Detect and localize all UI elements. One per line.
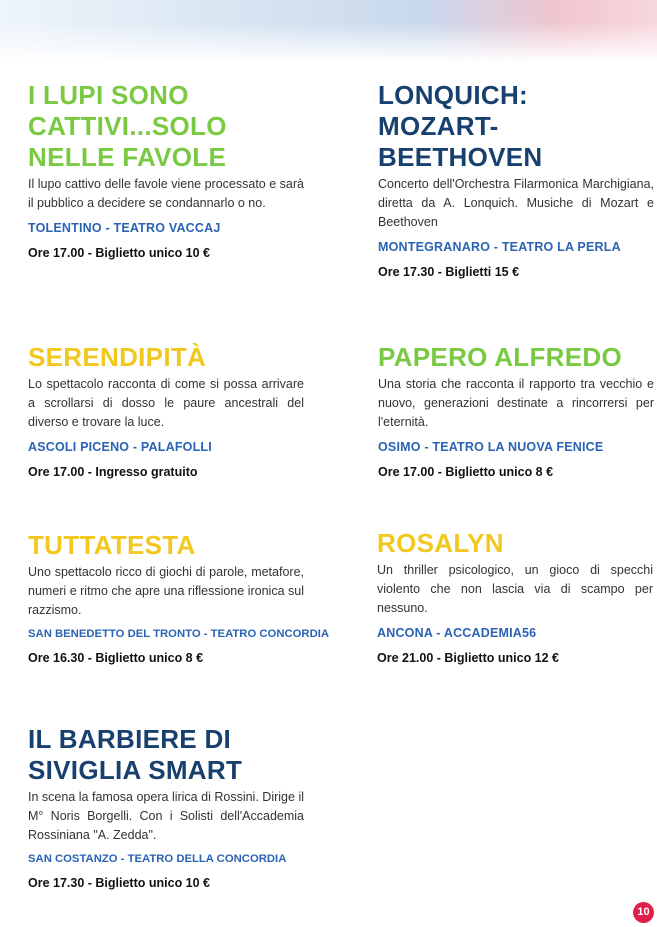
event-tuttatesta (28, 530, 330, 665)
event-title: LONQUICH: MOZART- BEETHOVEN (378, 80, 543, 172)
event-description: Il lupo cattivo delle favole viene processato e sarà il pubblico a decidere se condannarlo o no. (28, 177, 304, 210)
event-title: SERENDIPITÀ (28, 342, 207, 372)
event-description: Uno spettacolo ricco di giochi di parole, metafore, numeri e ritmo che apre una riflessione ironica sul razzismo. (28, 565, 304, 617)
event-venue: TOLENTINO - TEATRO VACCAJ (28, 221, 221, 235)
event-title: I LUPI SONO CATTIVI...SOLO NELLE FAVOLE (28, 80, 227, 172)
event-venue: SAN COSTANZO - TEATRO DELLA CONCORDIA (28, 853, 287, 865)
event-venue: OSIMO - TEATRO LA NUOVA FENICE (378, 440, 604, 454)
event-time: Ore 17.00 - Biglietto unico 10 € (28, 246, 211, 260)
event-venue: ANCONA - ACCADEMIA56 (377, 626, 537, 640)
event-time: Ore 21.00 - Biglietto unico 12 € (377, 651, 560, 665)
event-venue: MONTEGRANARO - TEATRO LA PERLA (378, 240, 621, 254)
event-title: IL BARBIERE DI SIVIGLIA SMART (28, 724, 243, 785)
event-rosalyn (377, 528, 653, 665)
event-description: Una storia che racconta il rapporto tra vecchio e nuovo, generazioni destinate a rincorrersi per l'eternità. (378, 377, 654, 429)
event-barbiere-di-siviglia (28, 724, 304, 890)
event-title: PAPERO ALFREDO (378, 342, 622, 372)
event-papero-alfredo (378, 342, 654, 479)
event-lonquich (378, 80, 654, 279)
event-description: In scena la famosa opera lirica di Rossini. Dirige il M° Noris Borgelli. Con i Solisti dell'Accademia Rossiniana "A. Zedda". (28, 790, 304, 842)
event-title: TUTTATESTA (28, 530, 196, 560)
event-title: ROSALYN (377, 528, 504, 558)
header-gradient-band (0, 0, 657, 62)
event-venue: SAN BENEDETTO DEL TRONTO - TEATRO CONCORDIA (28, 628, 330, 640)
page-number-badge: 10 (633, 902, 654, 923)
event-description: Concerto dell'Orchestra Filarmonica Marchigiana, diretta da A. Lonquich. Musiche di Mozart e Beethoven (378, 177, 654, 229)
event-venue: ASCOLI PICENO - PALAFOLLI (28, 440, 212, 454)
event-description: Lo spettacolo racconta di come si possa arrivare a scrollarsi di dosso le paure ancestrali del diverso e trovare la luce. (28, 377, 304, 429)
event-serendipita (28, 342, 304, 479)
event-time: Ore 17.00 - Biglietto unico 8 € (378, 465, 554, 479)
event-time: Ore 16.30 - Biglietto unico 8 € (28, 651, 204, 665)
event-time: Ore 17.30 - Biglietto unico 10 € (28, 876, 211, 890)
event-time: Ore 17.30 - Biglietti 15 € (378, 265, 520, 279)
event-lupi-sono-cattivi (28, 80, 304, 260)
event-description: Un thriller psicologico, un gioco di specchi violento che non lascia via di scampo per nessuno. (377, 563, 653, 615)
event-time: Ore 17.00 - Ingresso gratuito (28, 465, 198, 479)
